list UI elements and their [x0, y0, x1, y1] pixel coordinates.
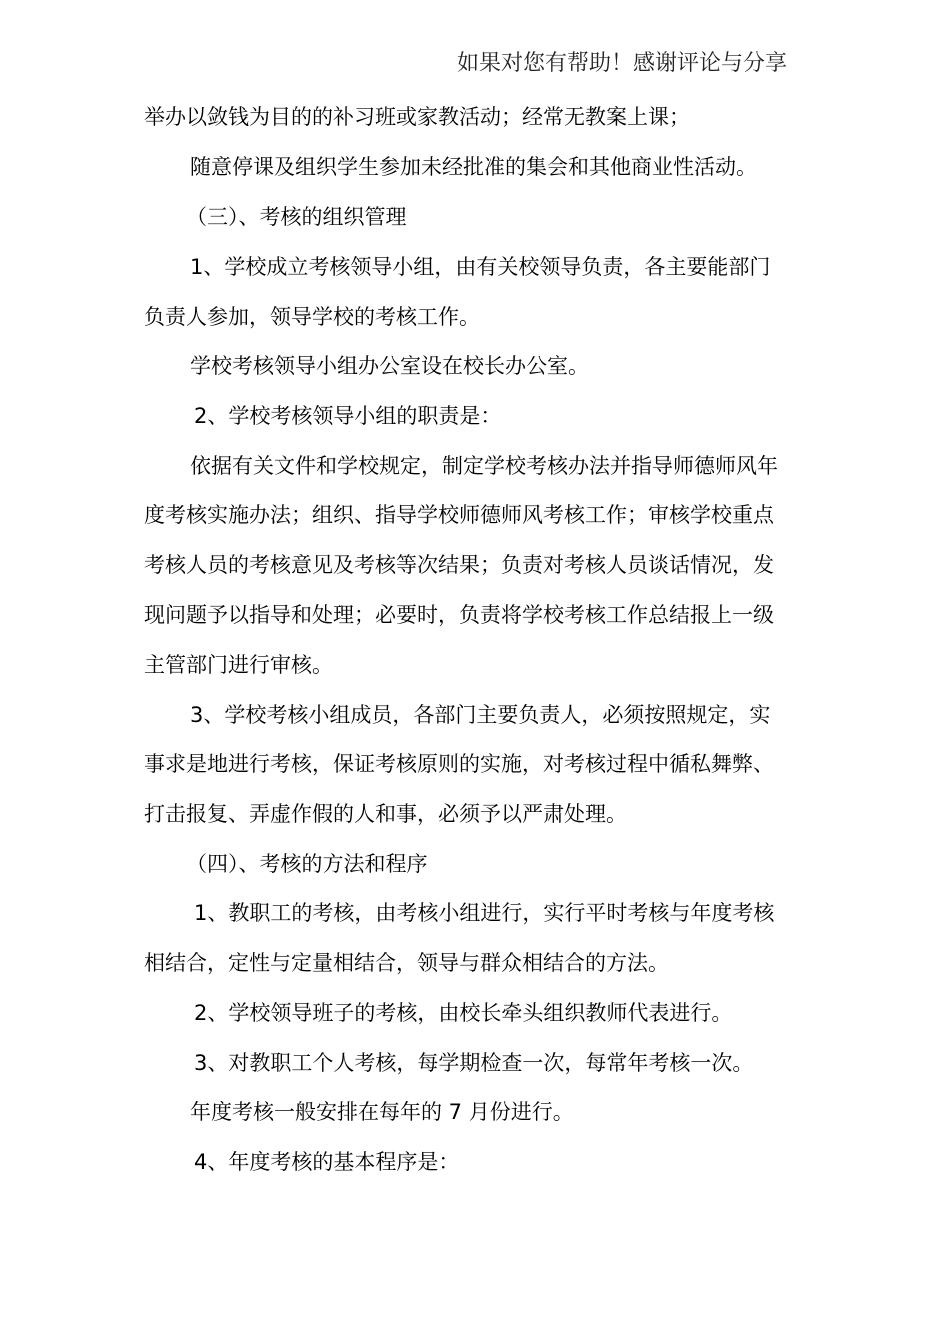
paragraph-line: 考核人员的考核意见及考核等次结果；负责对考核人员谈话情况，发 [144, 553, 774, 577]
paragraph-line: 举办以敛钱为目的的补习班或家教活动；经常无教案上课； [144, 105, 690, 129]
paragraph-line: 3、学校考核小组成员，各部门主要负责人，必须按照规定，实 [190, 703, 771, 727]
paragraph-line: 事求是地进行考核，保证考核原则的实施，对考核过程中循私舞弊、 [144, 752, 774, 776]
paragraph-line: 3、对教职工个人考核，每学期检查一次，每常年考核一次。 [194, 1051, 754, 1075]
section-heading: （四）、考核的方法和程序 [186, 852, 428, 876]
paragraph-line: 负责人参加，领导学校的考核工作。 [144, 305, 480, 329]
paragraph-line: 学校考核领导小组办公室设在校长办公室。 [190, 354, 589, 378]
paragraph-line: 度考核实施办法；组织、指导学校师德师风考核工作；审核学校重点 [144, 503, 774, 527]
paragraph-line: 相结合，定性与定量相结合，领导与群众相结合的方法。 [144, 951, 669, 975]
paragraph-line: 2、学校领导班子的考核，由校长牵头组织教师代表进行。 [194, 1001, 733, 1025]
paragraph-line: 2、学校考核领导小组的职责是： [194, 404, 502, 428]
paragraph-line: 随意停课及组织学生参加未经批准的集会和其他商业性活动。 [190, 155, 757, 179]
paragraph-line: 主管部门进行审核。 [144, 653, 333, 677]
paragraph-line: 1、学校成立考核领导小组，由有关校领导负责，各主要能部门 [190, 255, 771, 279]
paragraph-line: 打击报复、弄虚作假的人和事，必须予以严肃处理。 [144, 802, 627, 826]
page-header-note: 如果对您有帮助！感谢评论与分享 [457, 51, 788, 76]
paragraph-line: 4、年度考核的基本程序是： [194, 1150, 460, 1174]
paragraph-line: 1、教职工的考核，由考核小组进行，实行平时考核与年度考核 [194, 901, 775, 925]
paragraph-line: 现问题予以指导和处理；必要时，负责将学校考核工作总结报上一级 [144, 603, 774, 627]
section-heading: （三）、考核的组织管理 [186, 205, 407, 229]
paragraph-line: 年度考核一般安排在每年的 7 月份进行。 [190, 1100, 574, 1124]
paragraph-line: 依据有关文件和学校规定，制定学校考核办法并指导师德师风年 [190, 454, 778, 478]
